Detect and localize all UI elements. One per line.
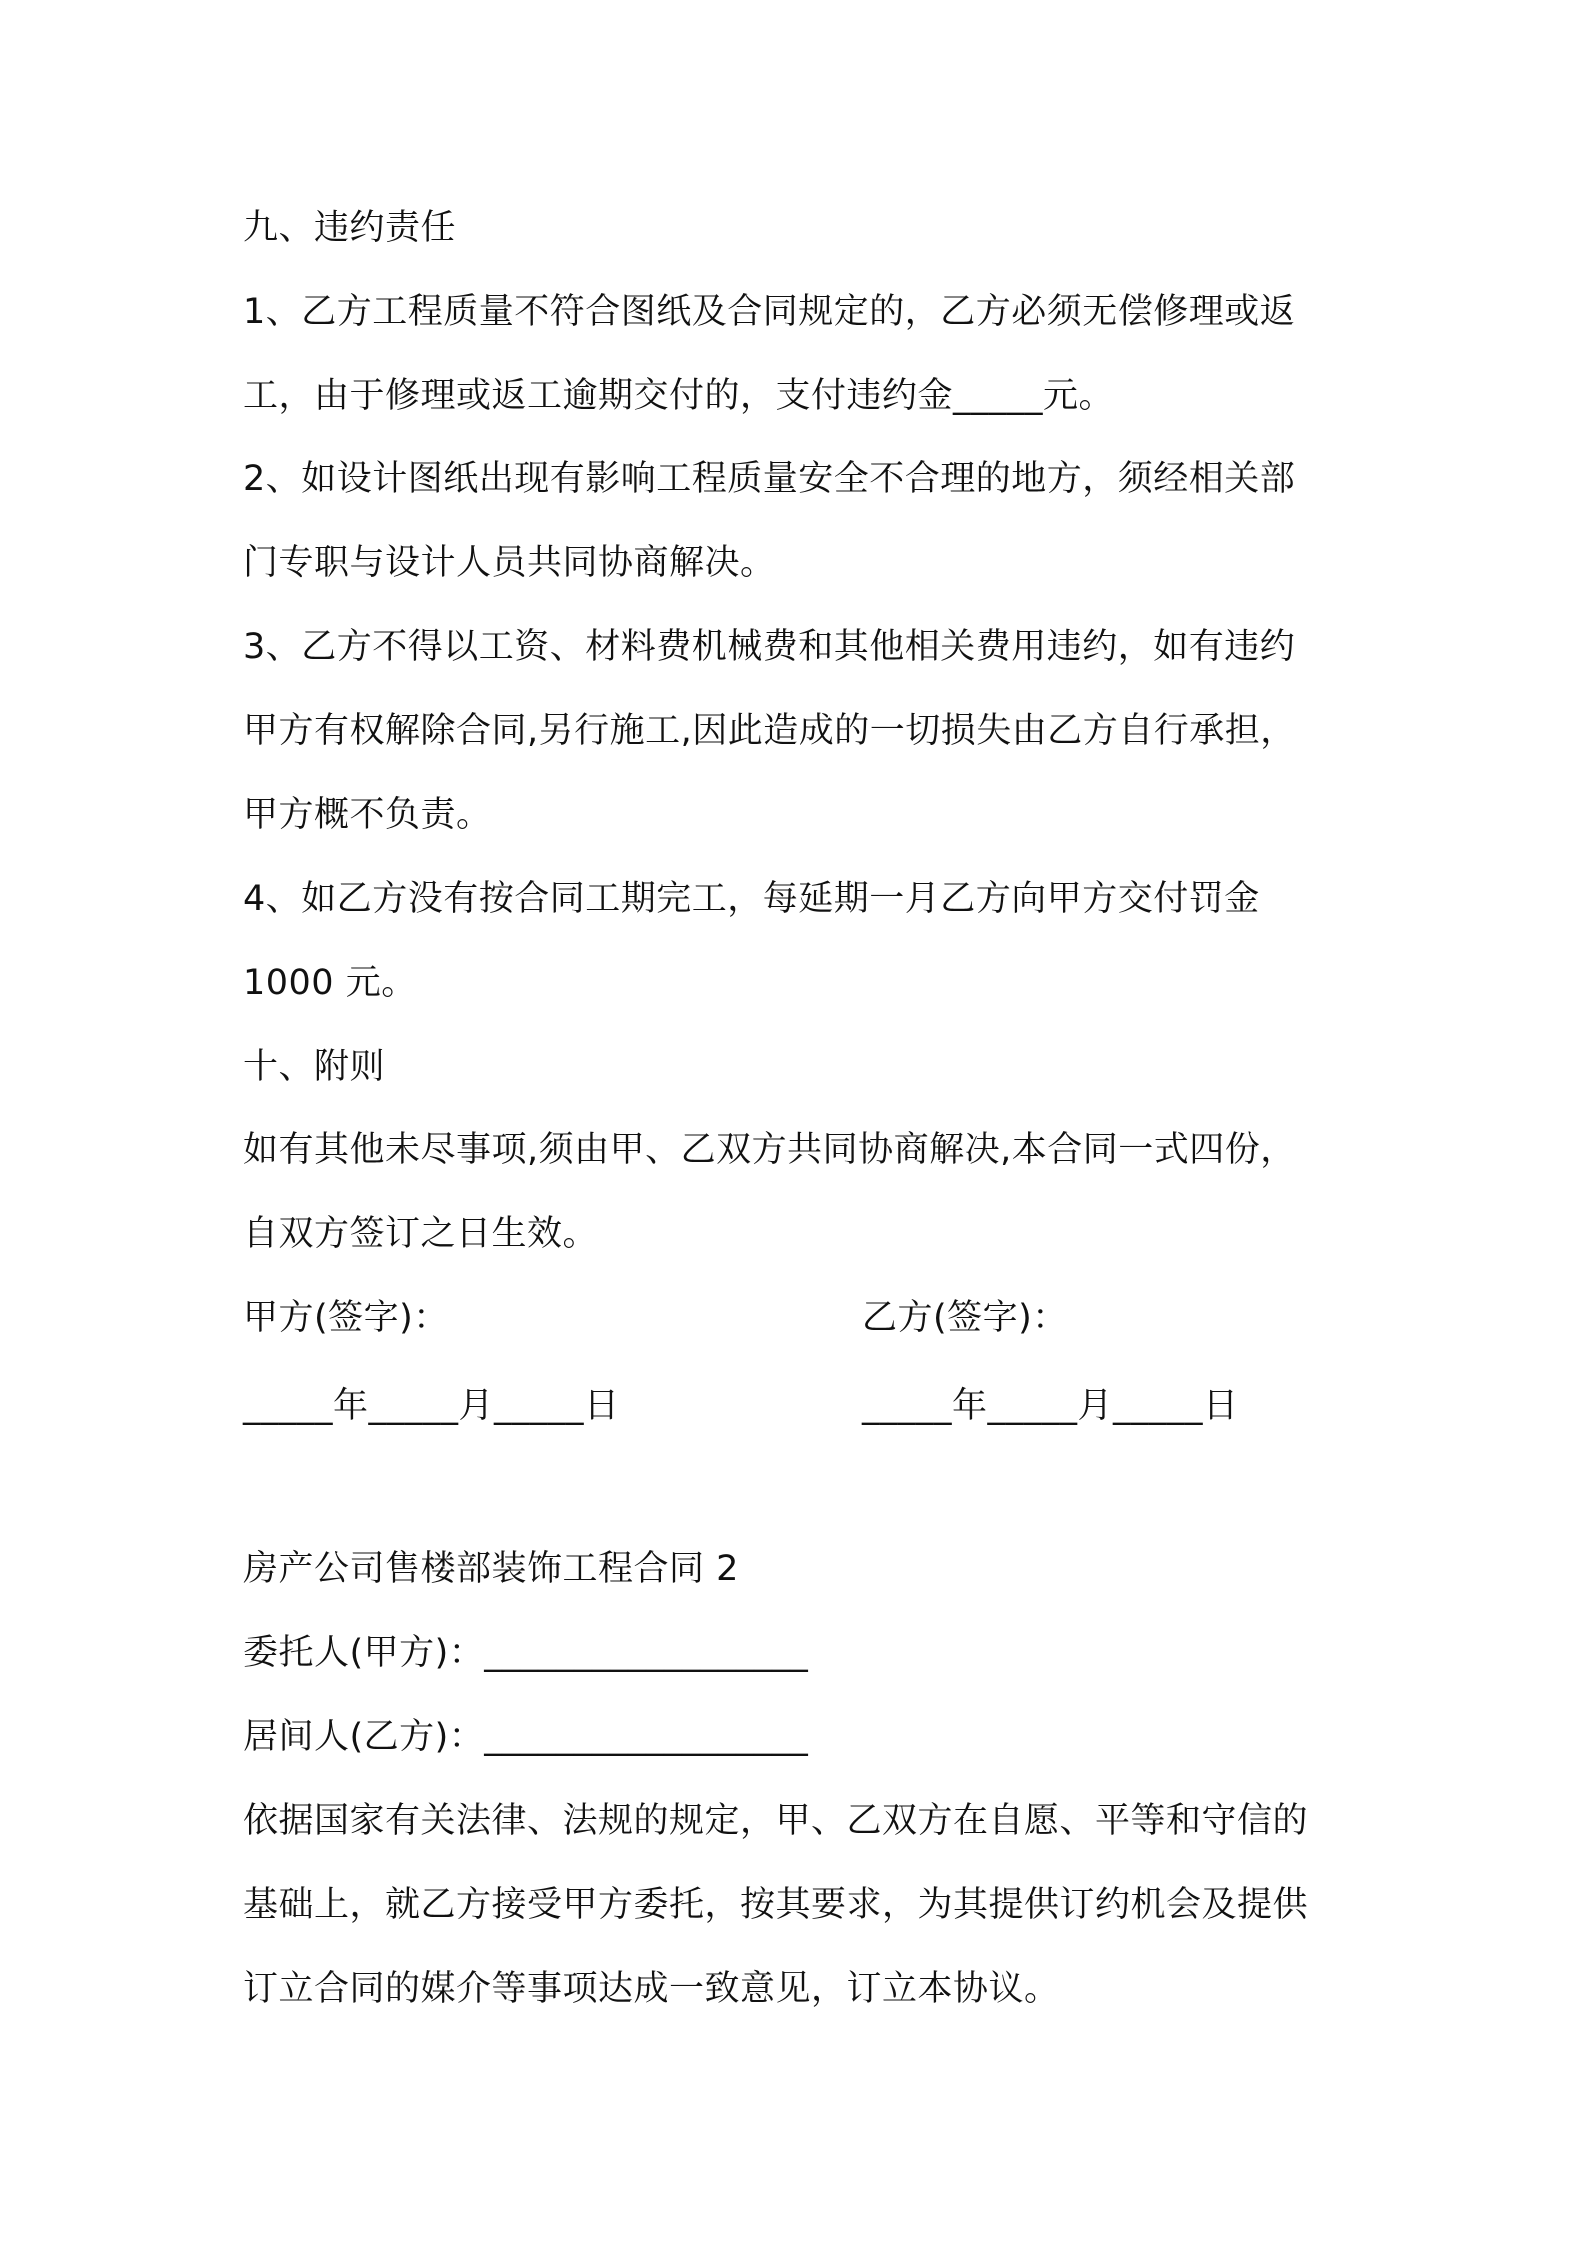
party-b-signature-label: 乙方(签字)：	[862, 1298, 1068, 1338]
party-b-date-line: _____年_____月_____日	[862, 1386, 1239, 1426]
appendix-line-1: 如有其他未尽事项,须由甲、乙双方共同协商解决,本合同一式四份，	[243, 1130, 1296, 1170]
clause-1-line-1: 1、乙方工程质量不符合图纸及合同规定的，乙方必须无偿修理或返	[243, 292, 1296, 332]
clause-4-line-2: 1000 元。	[243, 963, 417, 1003]
clause-2-line-2: 门专职与设计人员共同协商解决。	[243, 543, 776, 583]
intro-line-3: 订立合同的媒介等事项达成一致意见，订立本协议。	[243, 1969, 1060, 2009]
party-a-date-line: _____年_____月_____日	[243, 1386, 620, 1426]
party-a-signature-label: 甲方(签字)：	[243, 1298, 449, 1338]
clause-1-line-2: 工，由于修理或返工逾期交付的，支付违约金_____元。	[243, 376, 1115, 416]
intro-line-1: 依据国家有关法律、法规的规定，甲、乙双方在自愿、平等和守信的	[243, 1801, 1309, 1841]
clause-3-line-2: 甲方有权解除合同,另行施工,因此造成的一切损失由乙方自行承担，	[243, 711, 1296, 751]
intro-line-2: 基础上，就乙方接受甲方委托，按其要求，为其提供订约机会及提供	[243, 1885, 1309, 1925]
clause-4-line-1: 4、如乙方没有按合同工期完工，每延期一月乙方向甲方交付罚金	[243, 879, 1260, 919]
contract-2-title: 房产公司售楼部装饰工程合同 2	[243, 1549, 739, 1589]
clause-3-line-1: 3、乙方不得以工资、材料费机械费和其他相关费用违约，如有违约	[243, 627, 1296, 667]
section-9-heading: 九、违约责任	[243, 208, 457, 248]
agent-field: 居间人(乙方)：__________________	[243, 1717, 809, 1757]
client-field: 委托人(甲方)：__________________	[243, 1633, 809, 1673]
section-10-heading: 十、附则	[243, 1047, 386, 1087]
appendix-line-2: 自双方签订之日生效。	[243, 1214, 599, 1254]
clause-2-line-1: 2、如设计图纸出现有影响工程质量安全不合理的地方，须经相关部	[243, 459, 1296, 499]
clause-3-line-3: 甲方概不负责。	[243, 795, 492, 835]
